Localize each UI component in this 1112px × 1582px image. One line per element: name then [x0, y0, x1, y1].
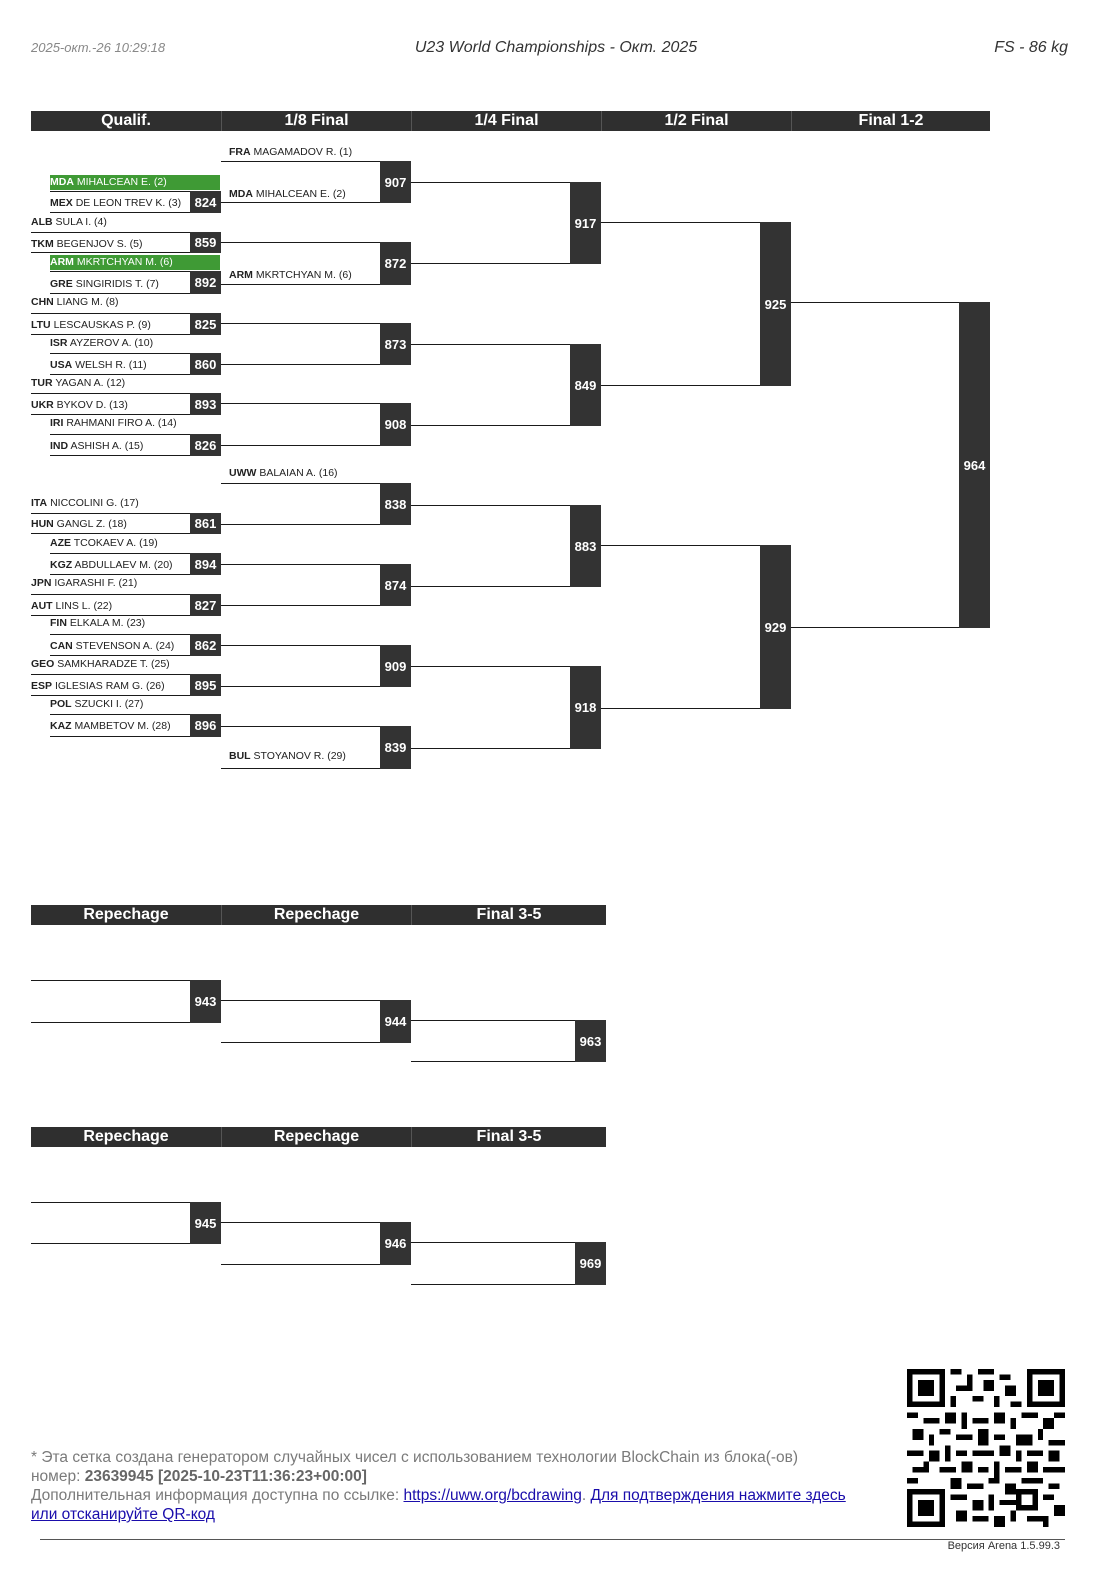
- athlete-entry: IRI RAHMANI FIRO A. (14): [50, 417, 177, 429]
- athlete-entry: POL SZUCKI I. (27): [50, 698, 144, 710]
- bout-number: 872: [380, 242, 411, 285]
- athlete-entry: AZE TCOKAEV A. (19): [50, 537, 158, 549]
- athlete-entry: AUT LINS L. (22): [31, 600, 113, 612]
- bout-number: 918: [570, 666, 601, 749]
- athlete-entry: BUL STOYANOV R. (29): [229, 750, 346, 762]
- bout-number: 874: [380, 564, 411, 606]
- bout-number: 827: [190, 594, 221, 616]
- athlete-entry: UKR BYKOV D. (13): [31, 399, 128, 411]
- column-header-repechage-1a: Repechage: [31, 905, 221, 925]
- athlete-entry: MEX DE LEON TREV K. (3): [50, 197, 182, 209]
- column-header-repechage-2b: Repechage: [221, 1127, 411, 1147]
- bout-number: 892: [190, 271, 221, 294]
- athlete-entry: TKM BEGENJOV S. (5): [31, 238, 143, 250]
- bout-number: 917: [570, 182, 601, 264]
- bout-number: 946: [380, 1222, 411, 1265]
- column-header-repechage-2a: Repechage: [31, 1127, 221, 1147]
- athlete-entry: GEO SAMKHARADZE T. (25): [31, 658, 170, 670]
- bout-number: 895: [190, 674, 221, 696]
- bout-number: 963: [575, 1020, 606, 1062]
- bout-number: 825: [190, 313, 221, 335]
- athlete-entry: GRE SINGIRIDIS T. (7): [50, 278, 159, 290]
- athlete-entry: JPN IGARASHI F. (21): [31, 577, 138, 589]
- bout-number: 826: [190, 434, 221, 456]
- bout-number: 907: [380, 161, 411, 203]
- athlete-entry: ITA NICCOLINI G. (17): [31, 497, 139, 509]
- athlete-entry: TUR YAGAN A. (12): [31, 377, 126, 389]
- bout-number: 860: [190, 353, 221, 375]
- weight-category: FS - 86 kg: [994, 39, 1068, 56]
- column-header-sf: 1/2 Final: [601, 111, 791, 131]
- athlete-entry: MDA MIHALCEAN E. (2): [229, 188, 346, 200]
- athlete-entry: UWW BALAIAN A. (16): [229, 467, 338, 479]
- athlete-entry: HUN GANGL Z. (18): [31, 518, 127, 530]
- column-header-final: Final 1-2: [791, 111, 990, 131]
- blockchain-note: [31, 1448, 871, 1524]
- bout-number: 849: [570, 344, 601, 426]
- bout-number: 893: [190, 393, 221, 415]
- column-header-r16: 1/8 Final: [221, 111, 411, 131]
- bout-number: 824: [190, 191, 221, 213]
- athlete-entry: ALB SULA I. (4): [31, 216, 107, 228]
- bout-number: 944: [380, 1000, 411, 1043]
- athlete-entry: ARM MKRTCHYAN M. (6): [229, 269, 352, 281]
- bout-number: 894: [190, 553, 221, 575]
- athlete-entry: KAZ MAMBETOV M. (28): [50, 720, 171, 732]
- verify-link[interactable]: Для подтверждения нажмите здесь или отсканируйте QR-код: [31, 1487, 846, 1523]
- bout-number: 943: [190, 980, 221, 1023]
- athlete-entry-winner: ARM MKRTCHYAN M. (6): [50, 255, 220, 270]
- bout-number: 839: [380, 726, 411, 769]
- athlete-entry: KGZ ABDULLAEV M. (20): [50, 559, 173, 571]
- bout-number: 969: [575, 1242, 606, 1285]
- athlete-entry: LTU LESCAUSKAS P. (9): [31, 319, 151, 331]
- column-header-repechage-1b: Repechage: [221, 905, 411, 925]
- app-version: Версия Arena 1.5.99.3: [947, 1540, 1060, 1552]
- athlete-entry: FIN ELKALA M. (23): [50, 617, 146, 629]
- blockchain-note-line1: * Эта сетка создана генератором случайных чисел с использованием технологии BlockChain из блока(-ов): [31, 1449, 799, 1466]
- event-title: U23 World Championships - Окт. 2025: [414, 39, 698, 56]
- bout-number: 862: [190, 634, 221, 656]
- bout-number: 925: [760, 222, 791, 386]
- blockchain-block-number: номер: 23639945 [2025-10-23T11:36:23+00:00]: [31, 1468, 367, 1485]
- column-header-qualif: Qualif.: [31, 111, 221, 131]
- bout-number: 838: [380, 483, 411, 525]
- bout-number: 859: [190, 232, 221, 253]
- column-header-qf: 1/4 Final: [411, 111, 601, 131]
- footer-divider: [40, 1539, 1065, 1540]
- blockchain-info: Дополнительная информация доступна по ссылке: https://uww.org/bcdrawing. Для подтверждения нажмите здесь или отсканируйте QR-код: [31, 1487, 846, 1523]
- column-header-final-3-5-b: Final 3-5: [411, 1127, 606, 1147]
- qr-code-icon[interactable]: [907, 1369, 1065, 1527]
- athlete-entry: ESP IGLESIAS RAM G. (26): [31, 680, 165, 692]
- column-header-final-3-5-a: Final 3-5: [411, 905, 606, 925]
- bout-number: 945: [190, 1202, 221, 1244]
- print-timestamp: 2025-окт.-26 10:29:18: [31, 40, 166, 55]
- bout-number: 883: [570, 505, 601, 587]
- athlete-entry-winner: MDA MIHALCEAN E. (2): [50, 175, 220, 190]
- bout-number: 909: [380, 645, 411, 687]
- athlete-entry: IND ASHISH A. (15): [50, 440, 144, 452]
- bout-number-final: 964: [959, 302, 990, 628]
- bout-number: 908: [380, 403, 411, 446]
- athlete-entry: ISR AYZEROV A. (10): [50, 337, 154, 349]
- athlete-entry: USA WELSH R. (11): [50, 359, 147, 371]
- athlete-entry: FRA MAGAMADOV R. (1): [229, 146, 353, 158]
- athlete-entry: CAN STEVENSON A. (24): [50, 640, 175, 652]
- bcdrawing-link[interactable]: https://uww.org/bcdrawing: [403, 1487, 582, 1504]
- bout-number: 929: [760, 545, 791, 709]
- bout-number: 896: [190, 714, 221, 737]
- bout-number: 861: [190, 513, 221, 534]
- athlete-entry: CHN LIANG M. (8): [31, 296, 119, 308]
- bout-number: 873: [380, 323, 411, 365]
